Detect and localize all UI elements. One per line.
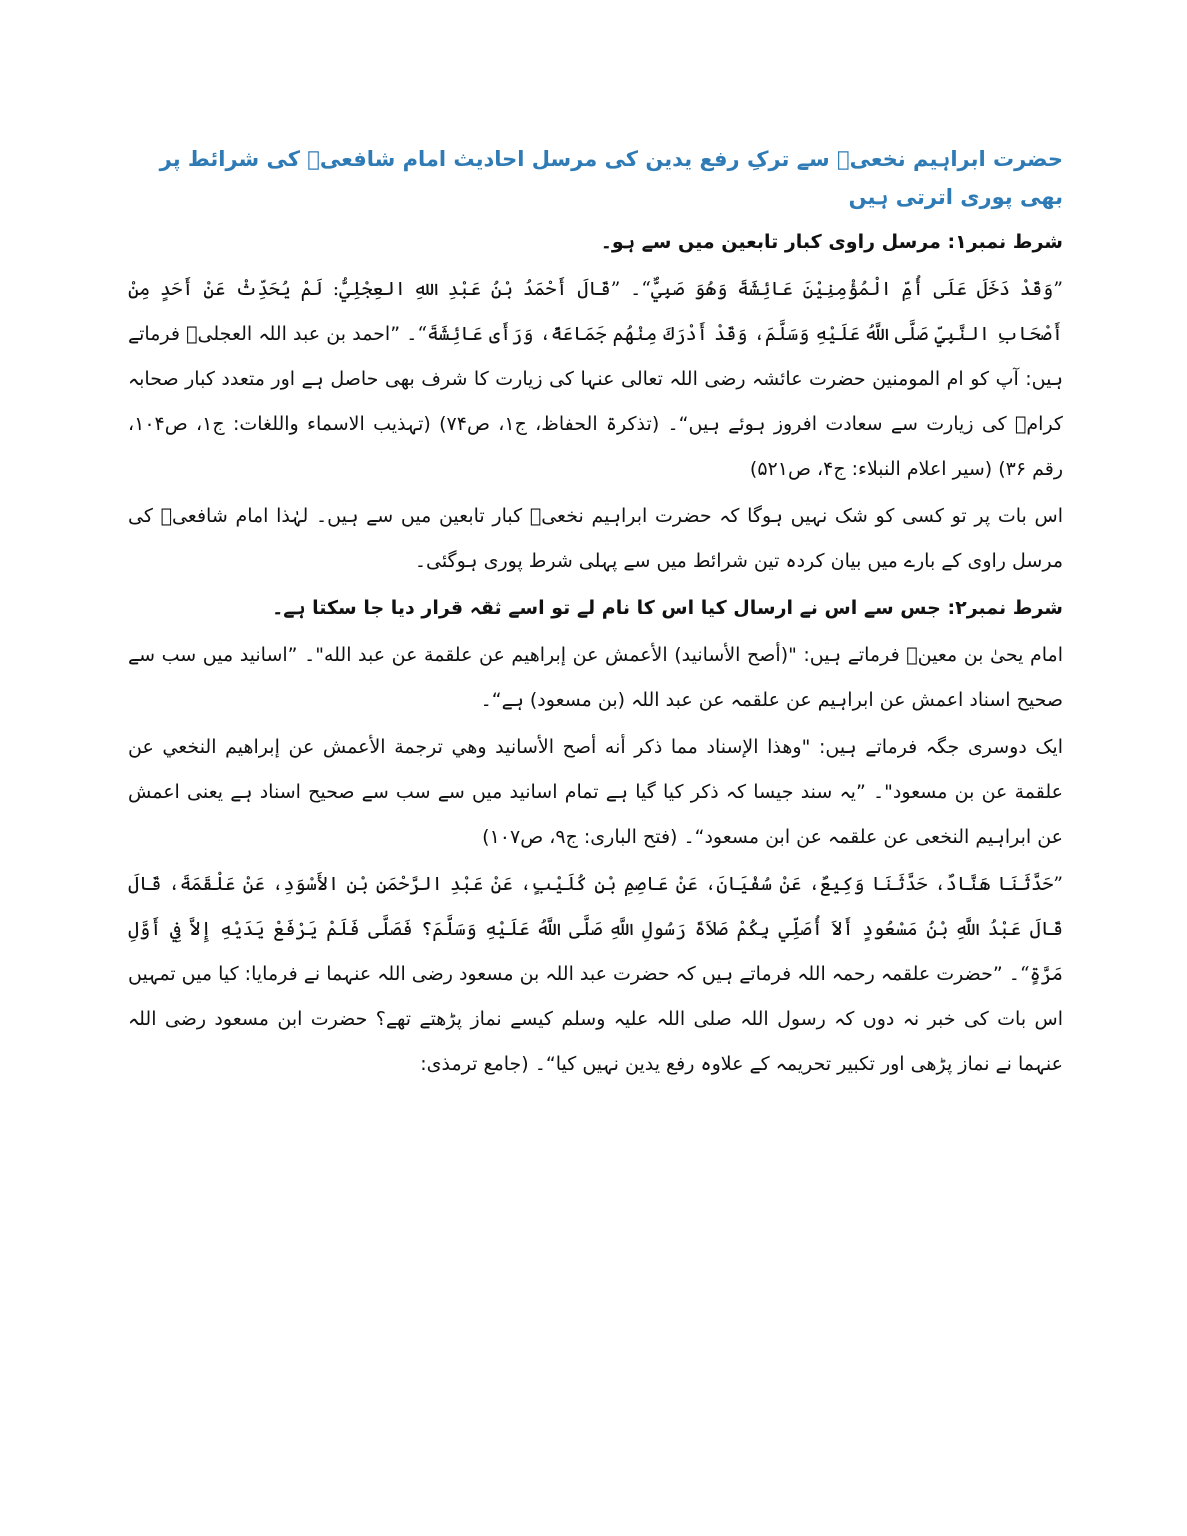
urdu-translation: ”احمد بن عبد اللہ العجلیؒ فرماتے ہیں: آپ کو ام المومنین حضرت عائشہ رضی اللہ تعالی عنہا کی زیارت کا شرف بھی حاصل ہے اور متعدد کبار صحابہ کرامؓ کی زیارت سے سعادت افروز ہوئے ہیں“۔	[128, 323, 1063, 435]
hadith-translation: ”حضرت علقمہ رحمہ اللہ فرماتے ہیں کہ حضرت عبد اللہ بن مسعود رضی اللہ عنہما نے فرمایا: کیا میں تمہیں اس بات کی خبر نہ دوں کہ رسول اللہ صلی اللہ علیہ وسلم کیسے نماز پڑھتے تھے؟ حضرت ابن مسعود رضی اللہ عنہما نے نماز پڑھی اور تکبیر تحریمہ کے علاوہ رفع یدین نہیں کیا“۔ (جامع ترمذی:	[128, 963, 1063, 1075]
condition-1-conclusion: اس بات پر تو کسی کو شک نہیں ہوگا کہ حضرت ابراہیم نخعیؒ کبار تابعین میں سے ہیں۔ لہٰذا امام شافعیؒ کی مرسل راوی کے بارے میں بیان کردہ تین شرائط میں سے پہلی شرط پوری ہوگئی۔	[128, 505, 1063, 572]
fath-al-bari-paragraph: ایک دوسری جگہ فرماتے ہیں: "وهذا الإسناد مما ذكر أنه أصح الأسانيد وهي ترجمة الأعمش عن إبراهيم النخعي عن علقمة عن بن مسعود"۔ ”یہ سند جیسا کہ ذکر کیا گیا ہے تمام اسانید میں سے سب سے صحیح اسناد ہے یعنی اعمش عن ابراہیم النخعی عن علقمہ عن ابن مسعود“۔ (فتح الباری: ج۹، ص۱۰۷)	[128, 736, 1063, 848]
reference: (تذکرۃ الحفاظ، ج۱، ص۷۴) (تہذیب الاسماء واللغات: ج۱، ص۱۰۴، رقم ۳۶) (سیر اعلام النبلاء: ج۴، ص۵۲۱)	[128, 413, 1063, 480]
section-heading: حضرت ابراہیم نخعیؒ سے ترکِ رفع یدین کی مرسل احادیث امام شافعیؒ کی شرائط پر بھی پوری اترتی ہیں	[159, 147, 1063, 209]
document-page	[128, 140, 1063, 1470]
condition-1-quote	[128, 267, 1063, 492]
yahya-ibn-maeen-paragraph: امام یحیٰ بن معینؒ فرماتے ہیں: "(أصح الأسانيد) الأعمش عن إبراهيم عن علقمة عن عبد الله"۔ ”اسانید میں سب سے صحیح اسناد اعمش عن ابراہیم عن علقمہ عن عبد اللہ (بن مسعود) ہے“۔	[128, 644, 1063, 711]
condition-1-title: شرط نمبر۱: مرسل راوی کبار تابعین میں سے ہو۔	[600, 231, 1063, 253]
arabic-quote: ”وَقَدْ دَخَلَ عَلَى أُمِّ الْمُؤْمِنِيْنَ عَائِشَةَ وَهُوَ صَبِيٌّ“۔ ”قَالَ أَحْمَدُ بْنُ عَبْدِ اللهِ العِجْلِيُّ: لَمْ يُحَدِّثْ عَنْ أَحَدٍ مِنْ أَصْحَابِ النَّبِيِّ صَلَّى اللَّهُ عَلَيْهِ وَسَلَّمَ، وَقَدْ أَدْرَكَ مِنْهُم جَمَاعَةً، وَرَأَى عَائِشَةَ“۔	[128, 278, 1063, 345]
hadith-arabic: ”حَدَّثَنَا هَنَّادٌ، حَدَّثَنَا وَكِيعٌ، عَنْ سُفْيَانَ، عَنْ عَاصِمِ بْنِ كُلَيْبٍ، عَنْ عَبْدِ الرَّحْمَنِ بْنِ الأَسْوَدِ، عَنْ عَلْقَمَةَ، قَالَ قَالَ عَبْدُ اللَّهِ بْنُ مَسْعُودٍ أَلاَ أُصَلِّي بِكُمْ صَلاَةَ رَسُولِ اللَّهِ صَلَّى اللَّهُ عَلَيْهِ وَسَلَّمَ؟ فَصَلَّى فَلَمْ يَرْفَعْ يَدَيْهِ إِلاَّ فِي أَوَّلِ مَرَّةٍ“۔	[128, 873, 1063, 985]
hadith-paragraph	[128, 862, 1063, 1087]
condition-2-title: شرط نمبر۲: جس سے اس نے ارسال کیا اس کا نام لے تو اسے ثقہ قرار دیا جا سکتا ہے۔	[272, 597, 1063, 619]
